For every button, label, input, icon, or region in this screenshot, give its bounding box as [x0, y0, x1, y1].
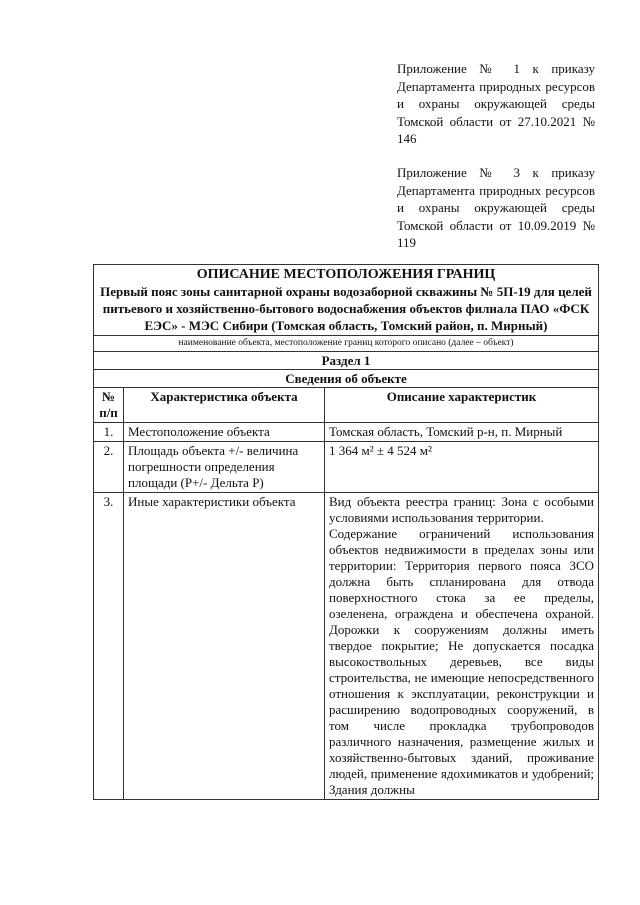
row-number: 2. [94, 442, 124, 493]
table-row [94, 442, 599, 493]
table-row [94, 493, 599, 800]
row-description: Томская область, Томский р-н, п. Мирный [325, 423, 599, 442]
section-number: Раздел 1 [94, 352, 599, 370]
row-number: 3. [94, 493, 124, 800]
annex-note-1: Приложение № 1 к приказу Департамента природных ресурсов и охраны окружающей среды Томской области от 27.10.2021 № 146 [397, 61, 595, 146]
row-characteristic: Иные характеристики объекта [124, 493, 325, 800]
section-title-row [94, 370, 599, 388]
column-header-num: № п/п [94, 388, 124, 423]
section-title: Сведения об объекте [94, 370, 599, 388]
column-header-description: Описание характеристик [325, 388, 599, 423]
boundary-description-table [93, 264, 599, 800]
object-name: Первый пояс зоны санитарной охраны водозаборной скважины № 5П-19 для целей питьевого и хозяйственно-бытового водоснабжения объектов филиала ПАО «ФСК ЕЭС» - МЭС Сибири (Томская область, Томский район, п. Мирный) [100, 284, 592, 333]
row-characteristic: Площадь объекта +/- величина погрешности определения площади (Р+/- Дельта Р) [124, 442, 325, 493]
object-caption: наименование объекта, местоположение границ которого описано (далее – объект) [94, 336, 599, 352]
column-header-characteristic: Характеристика объекта [124, 388, 325, 423]
title-block [94, 265, 599, 336]
annex-note-2: Приложение № 3 к приказу Департамента природных ресурсов и охраны окружающей среды Томской области от 10.09.2019 № 119 [397, 165, 595, 250]
table-row [94, 423, 599, 442]
title-row [94, 265, 599, 336]
row-description: 1 364 м² ± 4 524 м² [325, 442, 599, 493]
row-number: 1. [94, 423, 124, 442]
header-row [94, 388, 599, 423]
document-title: ОПИСАНИЕ МЕСТОПОЛОЖЕНИЯ ГРАНИЦ [196, 267, 496, 282]
section-number-row [94, 352, 599, 370]
row-characteristic: Местоположение объекта [124, 423, 325, 442]
row-description: Вид объекта реестра границ: Зона с особыми условиями использования территории. Содержание ограничений использования объектов недвижимости в пределах зоны или территории: Территория первого пояса ЗСО должна быть спланирована для отвода поверхностного стока за ее пределы, озеленена, ограждена и обеспечена охраной. Дорожки к сооружениям должны иметь твердое покрытие; Не допускается посадка высокоствольных деревьев, все виды строительства, не имеющие непосредственного отношения к эксплуатации, реконструкции и расширению водопроводных сооружений, в том числе прокладка трубопроводов различного назначения, размещение жилых и хозяйственно-бытовых зданий, проживание людей, применение ядохимикатов и удобрений; Здания должны [325, 493, 599, 800]
caption-row [94, 336, 599, 352]
